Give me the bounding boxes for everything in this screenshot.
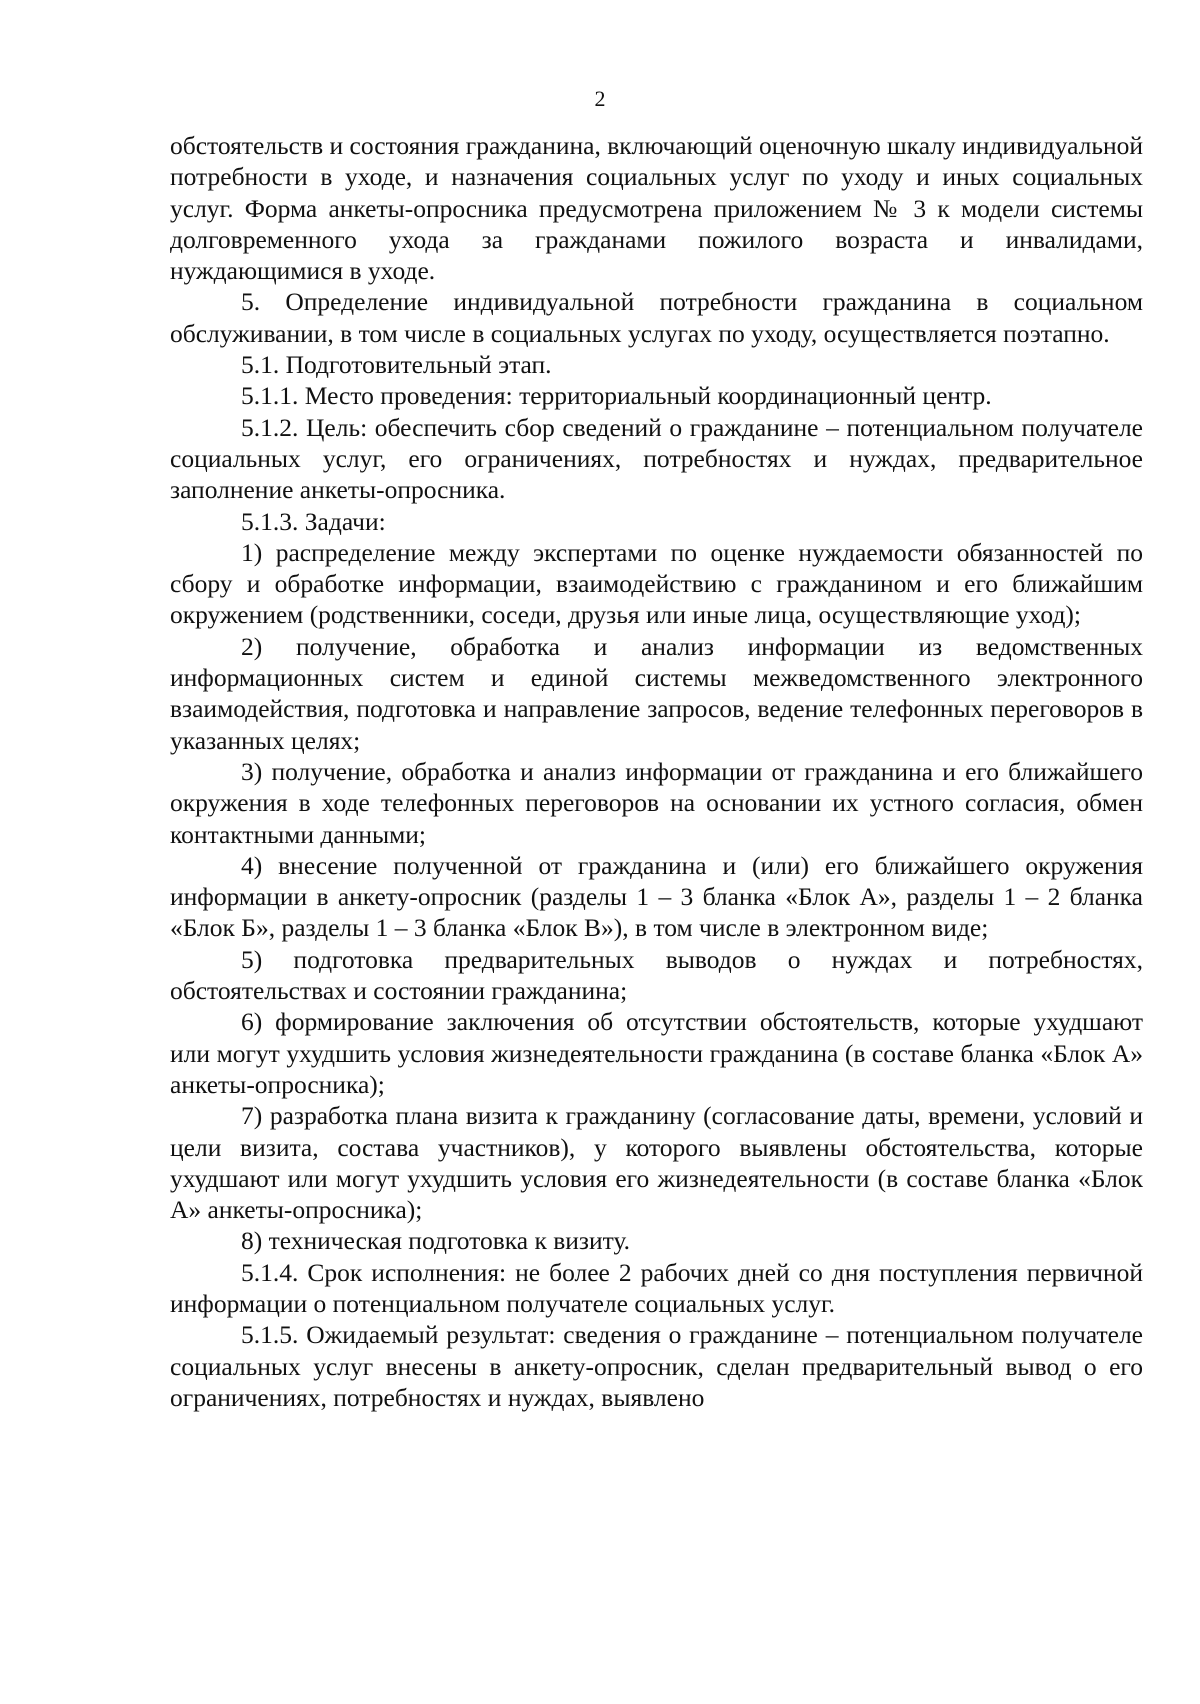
task-item-5: 5) подготовка предварительных выводов о нуждах и потребностях, обстоятельствах и состоянии гражданина; [170, 944, 1143, 1006]
paragraph-5-1-1: 5.1.1. Место проведения: территориальный координационный центр. [241, 381, 992, 411]
paragraph-5-1-2: 5.1.2. Цель: обеспечить сбор сведений о гражданине – потенциальном получателе социальных услуг, его ограничениях, потребностях и нуждах, предварительное заполнение анкеты-опросника. [170, 412, 1143, 505]
task-item-7: 7) разработка плана визита к гражданину (согласование даты, времени, условий и цели визита, состава участников), у которого выявлены обстоятельства, которые ухудшают или могут ухудшить условия его жизнедеятельности (в составе бланка «Блок А» анкеты-опросника); [170, 1101, 1143, 1225]
task-item-4: 4) внесение полученной от гражданина и (или) его ближайшего окружения информации в анкету-опросник (разделы 1 – 3 бланка «Блок А», разделы 1 – 2 бланка «Блок Б», разделы 1 – 3 бланка «Блок В»), в том числе в электронном виде; [170, 850, 1143, 943]
paragraph-5-1-4: 5.1.4. Срок исполнения: не более 2 рабочих дней со дня поступления первичной информации о потенциальном получателе социальных услуг. [170, 1257, 1143, 1318]
document-body [170, 130, 1143, 1413]
page-number: 2 [594, 86, 606, 111]
task-item-3: 3) получение, обработка и анализ информации от гражданина и его ближайшего окружения в ходе телефонных переговоров на основании их устного согласия, обмен контактными данными; [170, 756, 1143, 849]
paragraph-5-1-5: 5.1.5. Ожидаемый результат: сведения о гражданине – потенциальном получателе социальных услуг внесены в анкету-опросник, сделан предварительный вывод о его ограничениях, потребностях и нуждах, выявлено [170, 1320, 1143, 1412]
task-item-6: 6) формирование заключения об отсутствии обстоятельств, которые ухудшают или могут ухудшить условия жизнедеятельности гражданина (в составе бланка «Блок А» анкеты-опросника); [170, 1007, 1143, 1099]
task-item-8: 8) техническая подготовка к визиту. [241, 1226, 631, 1256]
task-item-2: 2) получение, обработка и анализ информации из ведомственных информационных систем и единой системы межведомственного электронного взаимодействия, подготовка и направление запросов, ведение телефонных переговоров в указанных целях; [170, 631, 1143, 755]
paragraph-continuation: обстоятельств и состояния гражданина, включающий оценочную шкалу индивидуальной потребности в уходе, и назначения социальных услуг по уходу и иных социальных услуг. Форма анкеты-опросника предусмотрена приложением № 3 к модели системы долговременного ухода за гражданами пожилого возраста и инвалидами, нуждающимися в уходе. [170, 131, 1144, 286]
paragraph-5-1: 5.1. Подготовительный этап. [241, 350, 552, 380]
task-item-1: 1) распределение между экспертами по оценке нуждаемости обязанностей по сбору и обработке информации, взаимодействию с гражданином и его ближайшим окружением (родственники, соседи, друзья или иные лица, осуществляющие уход); [170, 537, 1143, 630]
paragraph-5-1-3: 5.1.3. Задачи: [241, 506, 386, 536]
paragraph-5: 5. Определение индивидуальной потребности гражданина в социальном обслуживании, в том числе в социальных услугах по уходу, осуществляется поэтапно. [170, 287, 1143, 348]
